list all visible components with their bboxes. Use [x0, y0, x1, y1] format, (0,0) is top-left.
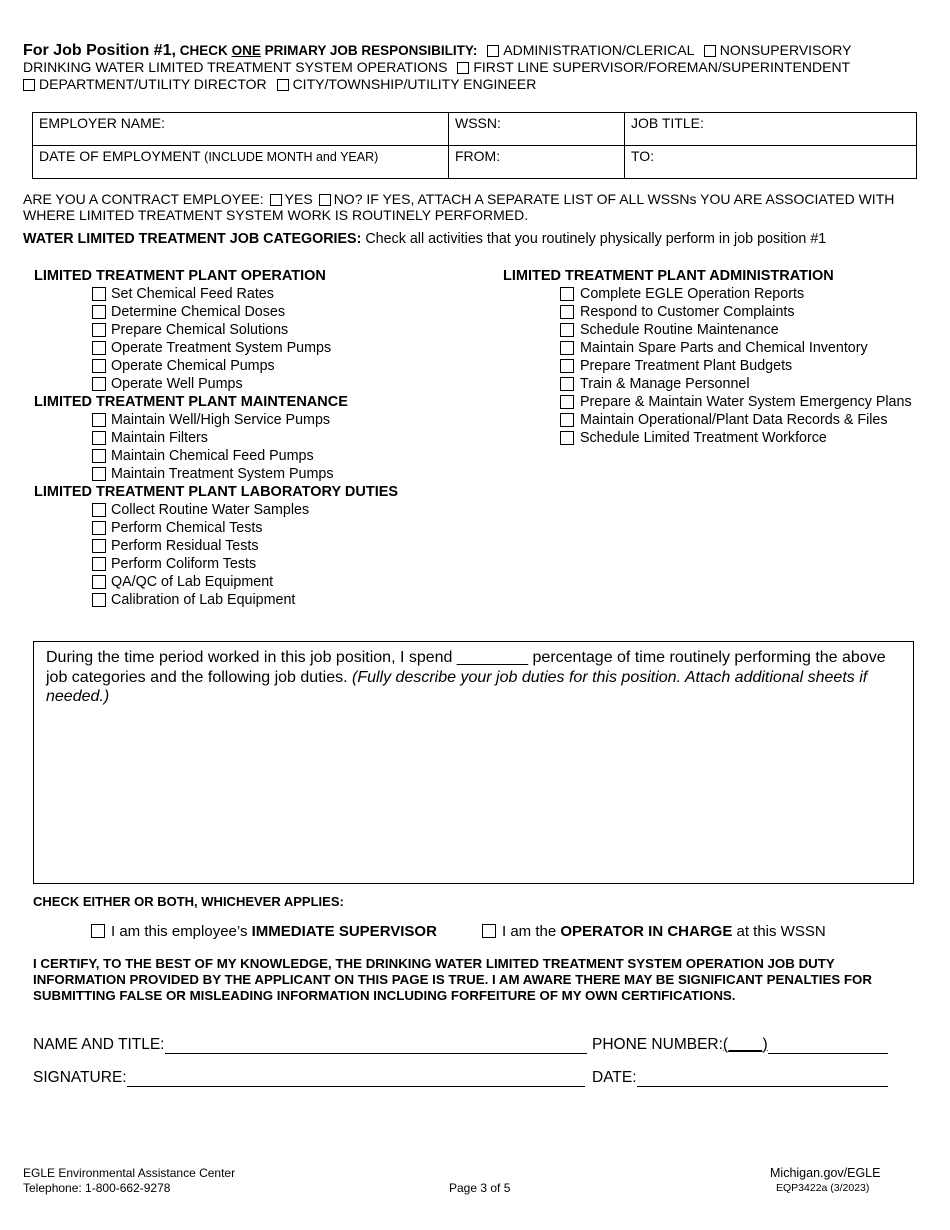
- date-label: DATE:: [592, 1069, 637, 1086]
- activity-label: Schedule Routine Maintenance: [580, 322, 779, 338]
- activity-label: Prepare & Maintain Water System Emergency Plans: [580, 394, 912, 410]
- date-row: [592, 1069, 888, 1087]
- name-title-input[interactable]: [165, 1037, 587, 1054]
- signature-row: [33, 1069, 585, 1087]
- activity-item[interactable]: [503, 393, 928, 411]
- activity-label: Respond to Customer Complaints: [580, 304, 795, 320]
- activity-checkbox[interactable]: [92, 341, 106, 355]
- activity-item[interactable]: [34, 357, 474, 375]
- activity-item[interactable]: [34, 519, 474, 537]
- activity-item[interactable]: [34, 465, 474, 483]
- operation-heading: LIMITED TREATMENT PLANT OPERATION: [34, 268, 326, 284]
- date-input[interactable]: [637, 1070, 888, 1087]
- activity-checkbox[interactable]: [560, 431, 574, 445]
- activity-item[interactable]: [503, 285, 928, 303]
- activity-label: Prepare Chemical Solutions: [111, 322, 289, 338]
- check-suffix: PRIMARY JOB RESPONSIBILITY:: [260, 43, 478, 58]
- contract-employee-question: [23, 191, 923, 223]
- activity-checkbox[interactable]: [92, 557, 106, 571]
- activity-label: Complete EGLE Operation Reports: [580, 286, 805, 302]
- left-category-column: [34, 267, 474, 609]
- first-line-supervisor-checkbox[interactable]: [457, 62, 469, 74]
- activity-checkbox[interactable]: [92, 359, 106, 373]
- activity-label: Perform Chemical Tests: [111, 520, 263, 536]
- activity-checkbox[interactable]: [560, 341, 574, 355]
- job-categories-title: WATER LIMITED TREATMENT JOB CATEGORIES: Check all activities that you routinely physically perform in job position #1: [23, 231, 827, 247]
- laboratory-list: [34, 501, 474, 609]
- nonsupervisory-checkbox[interactable]: [704, 45, 716, 57]
- activity-checkbox[interactable]: [92, 539, 106, 553]
- activity-item[interactable]: [34, 303, 474, 321]
- employer-table: [32, 112, 917, 179]
- footer-center-name: EGLE Environmental Assistance Center: [23, 1166, 236, 1180]
- activity-item[interactable]: [503, 357, 928, 375]
- contract-no-label: NO? IF YES, ATTACH A SEPARATE LIST OF ALL WSSNs YOU ARE ASSOCIATED WITH WHERE LIMITED TREATMENT SYSTEM WORK IS ROUTINELY PERFORMED.: [23, 191, 895, 223]
- signature-input[interactable]: [127, 1070, 585, 1087]
- footer-telephone: Telephone: 1-800-662-9278: [23, 1180, 171, 1195]
- from-date-field[interactable]: FROM:: [449, 146, 625, 179]
- activity-item[interactable]: [503, 321, 928, 339]
- activity-checkbox[interactable]: [92, 593, 106, 607]
- activity-checkbox[interactable]: [92, 575, 106, 589]
- activity-label: Perform Residual Tests: [111, 538, 259, 554]
- check-one: ONE: [231, 43, 261, 58]
- activity-checkbox[interactable]: [560, 359, 574, 373]
- job-duties-text: During the time period worked in this job position, I spend ________ percentage of time routinely performing the above job categories and the following job duties.: [46, 649, 886, 686]
- footer-website[interactable]: Michigan.gov/EGLE: [770, 1166, 881, 1180]
- job-position-label: For Job Position #1,: [23, 42, 176, 59]
- activity-checkbox[interactable]: [560, 377, 574, 391]
- activity-item[interactable]: [503, 339, 928, 357]
- activity-checkbox[interactable]: [560, 305, 574, 319]
- name-title-label: NAME AND TITLE:: [33, 1036, 165, 1053]
- signature-label: SIGNATURE:: [33, 1069, 127, 1086]
- activity-checkbox[interactable]: [92, 521, 106, 535]
- activity-checkbox[interactable]: [92, 377, 106, 391]
- check-either-label: CHECK EITHER OR BOTH, WHICHEVER APPLIES:: [33, 894, 344, 909]
- activity-checkbox[interactable]: [560, 395, 574, 409]
- activity-checkbox[interactable]: [92, 449, 106, 463]
- activity-item[interactable]: [34, 429, 474, 447]
- activity-item[interactable]: [34, 573, 474, 591]
- activity-label: QA/QC of Lab Equipment: [111, 574, 274, 590]
- activity-item[interactable]: [34, 591, 474, 609]
- activity-checkbox[interactable]: [560, 323, 574, 337]
- to-date-field[interactable]: TO:: [625, 146, 917, 179]
- job-title-field[interactable]: JOB TITLE:: [625, 113, 917, 146]
- activity-checkbox[interactable]: [92, 467, 106, 481]
- department-director-checkbox[interactable]: [23, 79, 35, 91]
- check-prefix: CHECK: [179, 43, 232, 58]
- administration-heading: LIMITED TREATMENT PLANT ADMINISTRATION: [503, 268, 834, 284]
- activity-label: Determine Chemical Doses: [111, 304, 286, 320]
- activity-label: Train & Manage Personnel: [580, 376, 750, 392]
- phone-area-code[interactable]: (____): [722, 1036, 768, 1053]
- operation-list: [34, 285, 474, 393]
- activity-label: Maintain Treatment System Pumps: [111, 466, 334, 482]
- contract-question-label: ARE YOU A CONTRACT EMPLOYEE:: [23, 191, 264, 207]
- activity-item[interactable]: [34, 501, 474, 519]
- activity-item[interactable]: [34, 411, 474, 429]
- contract-no-checkbox[interactable]: [319, 194, 331, 206]
- engineer-checkbox[interactable]: [277, 79, 289, 91]
- first-line-supervisor-label: FIRST LINE SUPERVISOR/FOREMAN/SUPERINTENDENT: [473, 59, 851, 75]
- maintenance-heading: LIMITED TREATMENT PLANT MAINTENANCE: [34, 394, 348, 410]
- activity-item[interactable]: [503, 303, 928, 321]
- phone-label: PHONE NUMBER:: [592, 1036, 723, 1053]
- activity-item[interactable]: [503, 411, 928, 429]
- activity-label: Maintain Chemical Feed Pumps: [111, 448, 314, 464]
- admin-clerical-checkbox[interactable]: [487, 45, 499, 57]
- date-of-employment-field[interactable]: DATE OF EMPLOYMENT (INCLUDE MONTH and YEAR): [33, 146, 449, 179]
- activity-label: Maintain Operational/Plant Data Records & Files: [580, 412, 888, 428]
- immediate-supervisor-option: I am this employee’s IMMEDIATE SUPERVISOR: [91, 923, 437, 940]
- activity-label: Calibration of Lab Equipment: [111, 592, 296, 608]
- activity-label: Maintain Filters: [111, 430, 208, 446]
- phone-input[interactable]: [768, 1037, 888, 1054]
- activity-checkbox[interactable]: [560, 413, 574, 427]
- engineer-label: CITY/TOWNSHIP/UTILITY ENGINEER: [292, 76, 537, 92]
- activity-label: Collect Routine Water Samples: [111, 502, 310, 518]
- phone-row: [592, 1036, 888, 1054]
- activity-label: Schedule Limited Treatment Workforce: [580, 430, 827, 446]
- activity-label: Perform Coliform Tests: [111, 556, 257, 572]
- activity-item[interactable]: [34, 339, 474, 357]
- job-responsibility-header: [23, 42, 923, 93]
- activity-checkbox[interactable]: [92, 323, 106, 337]
- job-duties-box[interactable]: [33, 641, 914, 884]
- contract-yes-label: YES: [284, 191, 313, 207]
- activity-checkbox[interactable]: [92, 503, 106, 517]
- activity-item[interactable]: [503, 375, 928, 393]
- right-category-column: [503, 267, 928, 447]
- footer-left: [23, 1166, 235, 1195]
- activity-item[interactable]: [34, 321, 474, 339]
- name-title-row: [33, 1036, 587, 1054]
- operator-in-charge-checkbox[interactable]: [482, 924, 496, 938]
- nonsupervisory-label: NONSUPERVISORY DRINKING WATER LIMITED TREATMENT SYSTEM OPERATIONS: [23, 42, 852, 75]
- activity-label: Operate Chemical Pumps: [111, 358, 275, 374]
- activity-label: Set Chemical Feed Rates: [111, 286, 274, 302]
- activity-label: Maintain Well/High Service Pumps: [111, 412, 331, 428]
- footer-form-id: EQP3422a (3/2023): [776, 1182, 870, 1194]
- page-number: Page 3 of 5: [449, 1181, 511, 1195]
- certification-statement: I CERTIFY, TO THE BEST OF MY KNOWLEDGE, THE DRINKING WATER LIMITED TREATMENT SYSTEM OPERATION JOB DUTY INFORMATION PROVIDED BY THE APPLICANT ON THIS PAGE IS TRUE. I AM AWARE THERE MAY BE SIGNIFICANT PENALTIES FOR SUBMITTING FALSE OR MISLEADING INFORMATION INCLUDING FORFEITURE OF MY OWN CERTIFICATIONS.: [33, 956, 872, 1003]
- activity-label: Operate Treatment System Pumps: [111, 340, 332, 356]
- activity-checkbox[interactable]: [92, 305, 106, 319]
- activity-label: Operate Well Pumps: [111, 376, 243, 392]
- activity-checkbox[interactable]: [92, 287, 106, 301]
- activity-label: Maintain Spare Parts and Chemical Inventory: [580, 340, 868, 356]
- activity-item[interactable]: [34, 375, 474, 393]
- job-duties-instruction: (Fully describe your job duties for this position. Attach additional sheets if needed.): [46, 668, 868, 705]
- activity-label: Prepare Treatment Plant Budgets: [580, 358, 793, 374]
- activity-checkbox[interactable]: [560, 287, 574, 301]
- activity-item[interactable]: [34, 555, 474, 573]
- laboratory-heading: LIMITED TREATMENT PLANT LABORATORY DUTIES: [34, 484, 399, 500]
- operator-in-charge-option: I am the OPERATOR IN CHARGE at this WSSN: [482, 923, 826, 940]
- employer-name-field[interactable]: EMPLOYER NAME:: [33, 113, 449, 146]
- activity-checkbox[interactable]: [92, 413, 106, 427]
- activity-item[interactable]: [503, 429, 928, 447]
- administration-list: [503, 285, 928, 447]
- activity-item[interactable]: [34, 537, 474, 555]
- activity-checkbox[interactable]: [92, 431, 106, 445]
- wssn-field[interactable]: WSSN:: [449, 113, 625, 146]
- admin-clerical-label: ADMINISTRATION/CLERICAL: [503, 42, 694, 58]
- activity-item[interactable]: [34, 285, 474, 303]
- contract-yes-checkbox[interactable]: [270, 194, 282, 206]
- maintenance-list: [34, 411, 474, 483]
- department-director-label: DEPARTMENT/UTILITY DIRECTOR: [39, 76, 267, 92]
- immediate-supervisor-checkbox[interactable]: [91, 924, 105, 938]
- activity-item[interactable]: [34, 447, 474, 465]
